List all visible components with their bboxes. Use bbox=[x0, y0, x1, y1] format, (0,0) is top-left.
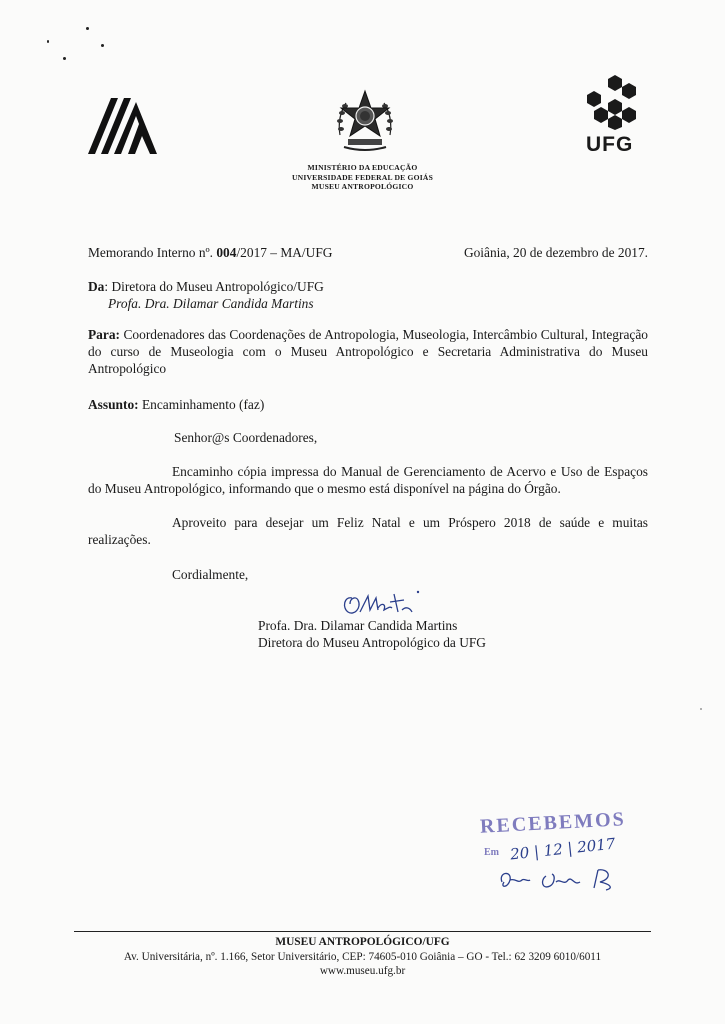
from-line2: Profa. Dra. Dilamar Candida Martins bbox=[108, 296, 314, 311]
scan-speck bbox=[101, 44, 104, 47]
subject-section bbox=[88, 396, 648, 413]
paragraph-1: Encaminho cópia impressa do Manual de Gerenciamento de Acervo e Uso de Espaços do Museu Antropológico, informando que o mesmo está disponível na página do Órgão. bbox=[88, 464, 648, 496]
paragraph-2: Aproveito para desejar um Feliz Natal e um Próspero 2018 de saúde e muitas realizações. bbox=[88, 515, 648, 547]
scan-speck bbox=[700, 708, 702, 710]
from-line1: : Diretora do Museu Antropológico/UFG bbox=[104, 279, 324, 294]
scan-speck bbox=[47, 40, 49, 43]
to-text: Coordenadores das Coordenações de Antropologia, Museologia, Intercâmbio Cultural, Integração do curso de Museologia com o Museu Antropológico e Secretaria Administrativa do Museu Antropológico bbox=[88, 327, 648, 376]
institution-header bbox=[0, 163, 725, 192]
ufg-logo-text: UFG bbox=[586, 133, 634, 156]
signatory-name: Profa. Dra. Dilamar Candida Martins bbox=[258, 618, 458, 633]
scan-speck bbox=[63, 57, 66, 60]
memo-date: Goiânia, 20 de dezembro de 2017. bbox=[463, 245, 648, 260]
coat-of-arms-icon bbox=[334, 89, 396, 155]
ufg-logo-icon bbox=[585, 72, 641, 130]
to-section bbox=[88, 326, 648, 377]
memo-suffix: /2017 – MA/UFG bbox=[236, 245, 333, 260]
subject-label: Assunto: bbox=[88, 397, 139, 412]
university-line: UNIVERSIDADE FEDERAL DE GOIÁS bbox=[291, 172, 434, 182]
closing: Cordialmente, bbox=[172, 567, 249, 582]
memo-number: 004 bbox=[216, 245, 237, 260]
stamp-text: RECEBEMOS bbox=[479, 808, 627, 838]
museum-line: MUSEU ANTROPOLÓGICO bbox=[311, 182, 414, 192]
to-label: Para: bbox=[88, 327, 120, 342]
footer-name: MUSEU ANTROPOLÓGICO/UFG bbox=[275, 936, 450, 948]
memo-prefix: Memorando Interno nº. bbox=[88, 245, 217, 260]
salutation: Senhor@s Coordenadores, bbox=[174, 430, 318, 445]
stamp-date: 20 | 12 | 2017 bbox=[509, 834, 617, 864]
scan-speck bbox=[86, 27, 89, 30]
stamp-prefix: Em bbox=[484, 847, 499, 858]
memo-reference-line bbox=[88, 244, 648, 261]
footer-address: Av. Universitária, nº. 1.166, Setor Universitário, CEP: 74605-010 Goiânia – GO - Tel.: 62 3209 6010/6011 bbox=[123, 950, 602, 963]
signatory-title: Diretora do Museu Antropológico da UFG bbox=[258, 635, 486, 650]
ministry-line: MINISTÉRIO DA EDUCAÇÃO bbox=[307, 163, 418, 172]
from-section bbox=[88, 278, 648, 312]
footer-website: www.museu.ufg.br bbox=[319, 965, 406, 978]
stamp-signature bbox=[494, 862, 644, 898]
received-stamp bbox=[479, 808, 650, 902]
museum-logo-icon bbox=[88, 96, 158, 156]
footer-rule bbox=[74, 931, 651, 932]
footer bbox=[0, 935, 725, 979]
from-label: Da bbox=[88, 279, 105, 294]
subject-text: Encaminhamento (faz) bbox=[141, 397, 265, 412]
